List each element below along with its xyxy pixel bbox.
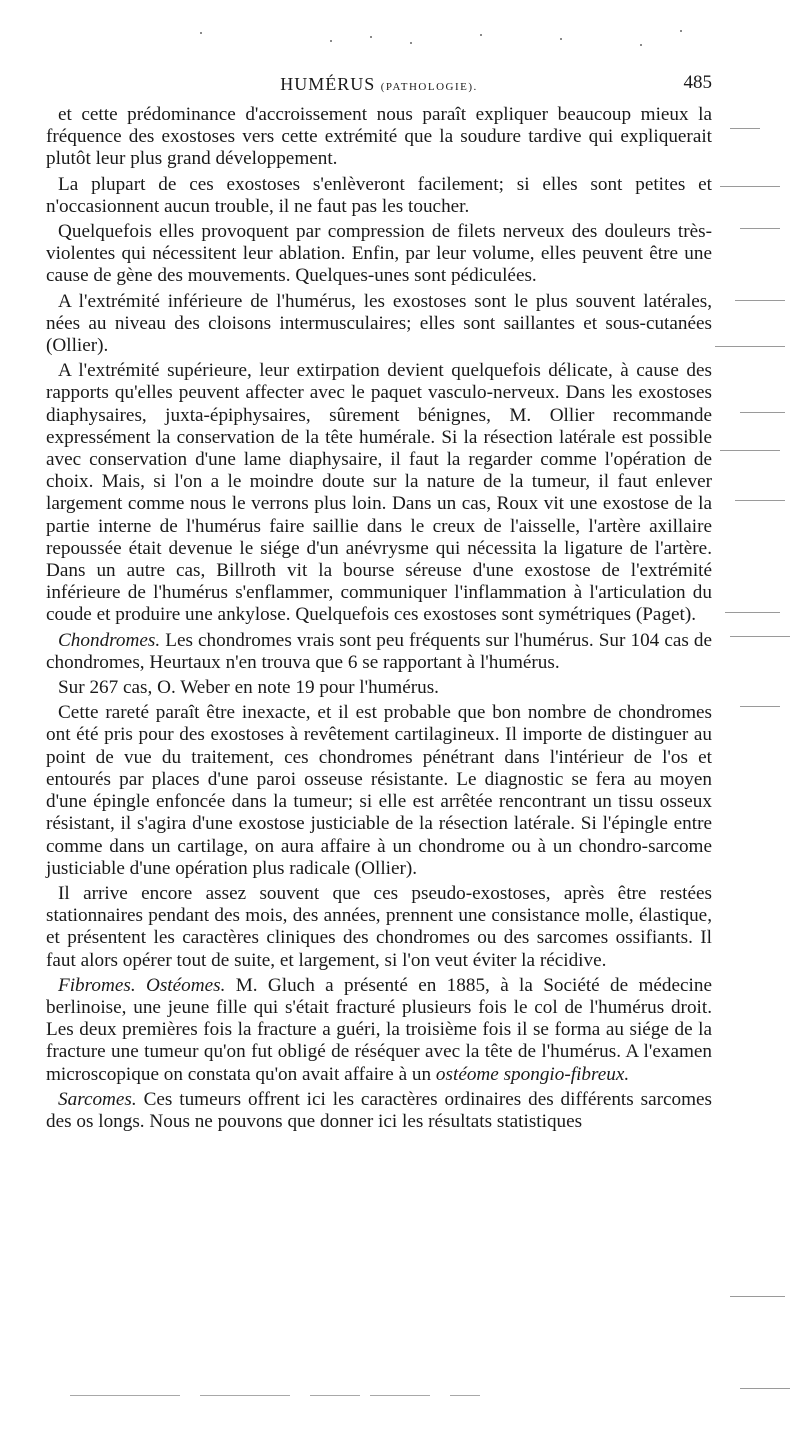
text-run: Il arrive encore assez souvent que ces pseudo-exostoses, après être restées stationnaires pendant des mois, des années, prennent une consistance molle, élastique, et présentent les caractères cliniques des chondromes ou des sarcomes ossifiants. Il faut alors opérer tout de suite, et largement, si l'on veut éviter la récidive.: [46, 882, 712, 971]
paragraph: [46, 291, 712, 358]
paragraph: [46, 104, 712, 171]
text-run: Quelquefois elles provoquent par compression de filets nerveux des douleurs très-violentes qui nécessitent leur ablation. Enfin, par leur volume, elles peuvent être une cause de gène des mouvements. Quelques-unes sont pédiculées.: [46, 221, 712, 287]
italic-run: ostéome spongio-fibreux.: [435, 1063, 630, 1085]
paragraph: [46, 1089, 712, 1133]
text-run: Ces tumeurs offrent ici les caractères ordinaires des différents sarcomes des os longs. Nous ne pouvons que donner ici les résultats statistiques: [46, 1088, 712, 1132]
italic-run: Chondromes.: [58, 629, 161, 651]
text-run: Les chondromes vrais sont peu fréquents sur l'humérus. Sur 104 cas de chondromes, Heurtaux n'en trouva que 6 se rapportant à l'humérus.: [46, 629, 712, 673]
paragraph: [46, 360, 712, 626]
paragraph: [46, 221, 712, 288]
italic-run: Fibromes. Ostéomes.: [58, 974, 226, 996]
running-header: [46, 70, 712, 100]
running-title-sub: (PATHOLOGIE).: [380, 81, 478, 93]
text-run: Cette rareté paraît être inexacte, et il est probable que bon nombre de chondromes ont été pris pour des exostoses à revêtement cartilagineux. Il importe de distinguer au point de vue du traitement, ces chondromes pénétrant dans l'intérieur de l'os et entourés par places d'une paroi osseuse résistante. Le diagnostic se fera au moyen d'une épingle enfoncée dans la tumeur; si elle est arrêtée rencontrant un tissu osseux résistant, il s'agira d'une exostose justiciable de la résection latérale. Si l'épingle entre comme dans un cartilage, on aura affaire à un chondrome ou à un chondro-sarcome justiciable d'une opération plus radicale (Ollier).: [46, 702, 712, 879]
text-run: A l'extrémité supérieure, leur extirpation devient quelquefois délicate, à cause des rapports qu'elles peuvent affecter avec le paquet vasculo-nerveux. Dans les exostoses diaphysaires, juxta-épiphysaires, sûrement bénignes, M. Ollier recommande expressément la conservation de la tête humérale. Si la résection latérale est possible avec conservation d'une lame diaphysaire, il faut la regarder comme l'opération de choix. Mais, si l'on a le moindre doute sur la nature de la tumeur, il faut enlever largement comme nous le verrons plus loin. Dans un cas, Roux vit une exostose de la partie interne de l'humérus faire saillie dans le creux de l'aisselle, l'artère axillaire repoussée était devenue le siége d'un anévrysme qui nécessita la ligature de l'artère. Dans un autre cas, Billroth vit la bourse séreuse d'une exostose de l'extrémité inférieure de l'humérus s'enflammer, communiquer l'inflammation à l'articulation du coude et produire une ankylose. Quelquefois ces exostoses sont symétriques (Paget).: [46, 360, 712, 626]
paragraph: [46, 630, 712, 674]
text-run: et cette prédominance d'accroissement nous paraît expliquer beaucoup mieux la fréquence des exostoses vers cette extrémité que la soudure tardive qui expliquerait plutôt leur plus grand développement.: [46, 104, 712, 170]
paragraph: [46, 883, 712, 972]
body-text: [46, 104, 712, 1136]
text-run: M. Gluch a présenté en 1885, à la Société de médecine berlinoise, une jeune fille qui s'était fracturé plusieurs fois le col de l'humérus droit. Les deux premières fois la fracture a guéri, la troisième fois il se forma au siége de la fracture une tumeur qu'on fut obligé de réséquer avec la tête de l'humérus. A l'examen microscopique on constata qu'on avait affaire à un: [46, 974, 712, 1085]
scan-noise-margin: [710, 0, 800, 1432]
text-run: La plupart de ces exostoses s'enlèveront facilement; si elles sont petites et n'occasionnent aucun trouble, il ne faut pas les toucher.: [46, 173, 712, 217]
paragraph: [46, 702, 712, 880]
text-run: Sur 267 cas, O. Weber en note 19 pour l'humérus.: [58, 677, 439, 699]
running-title: [46, 74, 712, 95]
scan-noise-bottom: [70, 1395, 720, 1399]
running-title-main: HUMÉRUS: [280, 74, 376, 94]
text-run: A l'extrémité inférieure de l'humérus, les exostoses sont le plus souvent latérales, nées au niveau des cloisons intermusculaires; elles sont saillantes et sous-cutanées (Ollier).: [46, 290, 712, 357]
paragraph: [46, 677, 712, 699]
paragraph: [46, 975, 712, 1086]
scan-noise-top: [180, 28, 700, 58]
italic-run: Sarcomes.: [58, 1088, 137, 1110]
paragraph: [46, 174, 712, 218]
page-number: 485: [683, 72, 712, 93]
